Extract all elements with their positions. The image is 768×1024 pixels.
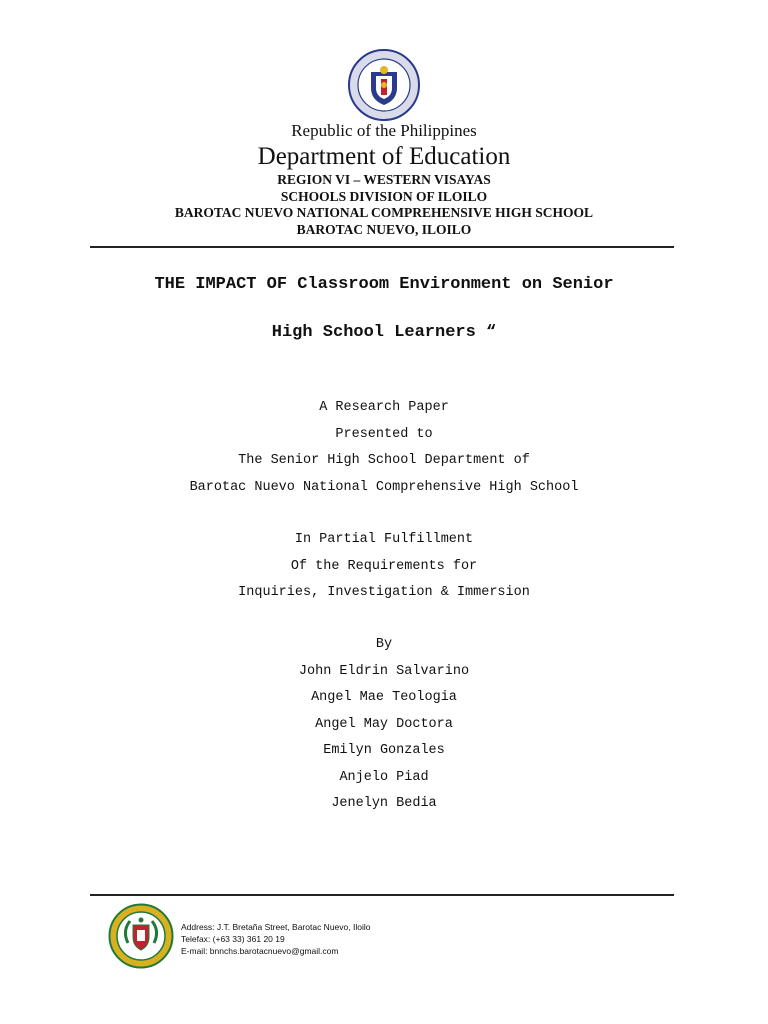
region-heading: REGION VI – WESTERN VISAYAS bbox=[277, 172, 491, 187]
deped-seal-icon bbox=[347, 48, 421, 122]
presentation-line: The Senior High School Department of bbox=[238, 453, 530, 468]
department-heading: Department of Education bbox=[257, 143, 511, 170]
fulfillment-block bbox=[0, 527, 768, 607]
republic-heading: Republic of the Philippines bbox=[291, 121, 477, 140]
presentation-line: Presented to bbox=[335, 426, 433, 442]
fulfillment-line: In Partial Fulfillment bbox=[294, 532, 474, 547]
telefax-text: Telefax: (+63 33) 361 20 19 bbox=[181, 934, 285, 944]
author-name: Anjelo Piad bbox=[339, 769, 429, 785]
contact-info bbox=[181, 921, 370, 957]
school-seal-icon bbox=[108, 903, 174, 969]
email-text: E-mail: bnnchs.barotacnuevo@gmail.com bbox=[181, 946, 339, 956]
author-name: Angel May Doctora bbox=[315, 716, 453, 732]
paper-title-line-1: THE IMPACT OF Classroom Environment on Senior bbox=[154, 275, 614, 294]
fulfillment-line: Of the Requirements for bbox=[290, 558, 478, 574]
author-name: Jenelyn Bedia bbox=[331, 796, 437, 811]
fulfillment-line: Inquiries, Investigation & Immersion bbox=[238, 585, 530, 600]
address-text: Address: J.T. Bretaña Street, Barotac Nuevo, Iloilo bbox=[181, 922, 371, 932]
author-name: Angel Mae Teologia bbox=[311, 690, 457, 705]
author-name: John Eldrin Salvarino bbox=[298, 663, 470, 679]
division-heading: SCHOOLS DIVISION OF ILOILO bbox=[280, 188, 488, 204]
school-heading: BAROTAC NUEVO NATIONAL COMPREHENSIVE HIGH SCHOOL bbox=[174, 205, 594, 220]
location-heading: BAROTAC NUEVO, ILOILO bbox=[296, 221, 472, 237]
author-name: Emilyn Gonzales bbox=[323, 743, 445, 758]
authors-block bbox=[0, 632, 768, 818]
presentation-line: Barotac Nuevo National Comprehensive High School bbox=[189, 479, 579, 495]
letterhead bbox=[0, 120, 768, 238]
presentation-block bbox=[0, 395, 768, 501]
paper-title-line-2: High School Learners “ bbox=[271, 323, 497, 342]
footer-divider bbox=[90, 894, 674, 896]
presentation-line: A Research Paper bbox=[319, 400, 449, 415]
header-divider bbox=[90, 246, 674, 248]
by-label: By bbox=[375, 637, 393, 652]
